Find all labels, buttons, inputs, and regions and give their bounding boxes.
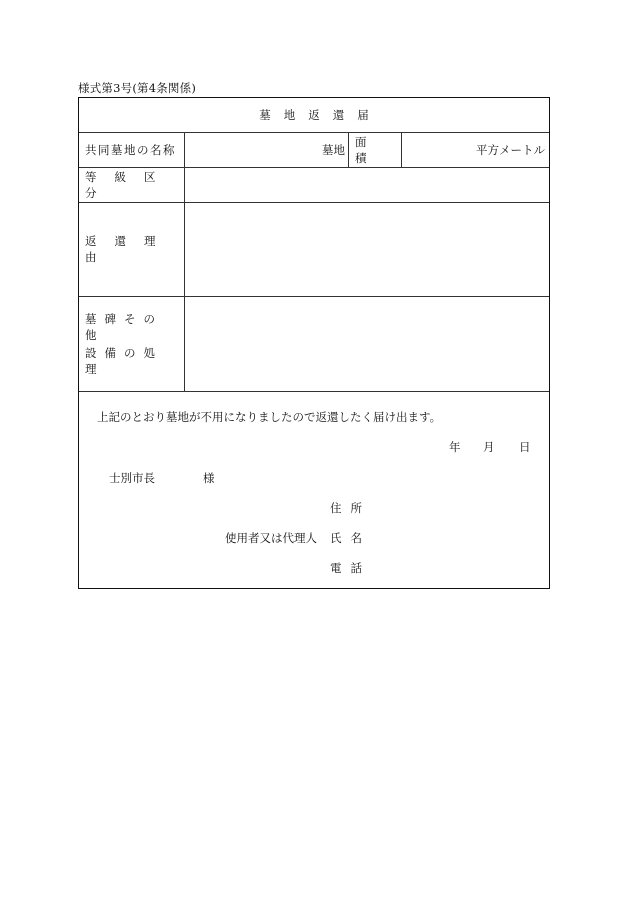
monument-label-line2: 設備の処理 (85, 345, 163, 376)
cemetery-name-label (85, 132, 179, 167)
address-label: 住所 (330, 501, 371, 515)
addressee-honorific: 様 (203, 471, 215, 485)
name-label: 氏名 (330, 531, 371, 545)
grade-label-text: 等級区分 (85, 169, 174, 200)
reason-label (85, 202, 179, 296)
cemetery-suffix: 墓地 (322, 142, 345, 157)
title-row (79, 98, 549, 133)
date-year-label: 年 (449, 440, 461, 454)
area-unit: 平方メートル (476, 142, 545, 157)
monument-label-line1: 墓碑その他 (85, 311, 163, 342)
reason-row (79, 202, 549, 297)
addressee-name: 士別市長 (109, 471, 155, 485)
reason-field[interactable] (185, 202, 549, 296)
grade-label (85, 167, 179, 202)
cemetery-name-label-text: 共同墓地の名称 (85, 142, 176, 157)
phone-label: 電話 (330, 561, 371, 575)
cemetery-name-row (79, 132, 549, 168)
form-reference: 様式第3号(第4条関係) (78, 81, 197, 95)
monument-field[interactable] (185, 296, 549, 391)
area-label (355, 132, 399, 167)
applicant-role: 使用者又は代理人 (225, 531, 317, 545)
grade-row (79, 167, 549, 203)
return-notification-form (78, 97, 550, 589)
date-month-label: 月 (483, 440, 495, 454)
divider (348, 132, 349, 167)
statement-text: 上記のとおり墓地が不用になりましたので返還したく届け出ます。 (97, 410, 442, 424)
reason-label-text: 返還理由 (85, 234, 174, 264)
monument-label (85, 296, 179, 391)
form-title: 墓地返還届 (259, 108, 382, 122)
area-label-text: 面積 (355, 134, 381, 165)
monument-row (79, 296, 549, 392)
date-day-label: 日 (519, 440, 531, 454)
grade-field[interactable] (185, 167, 549, 202)
